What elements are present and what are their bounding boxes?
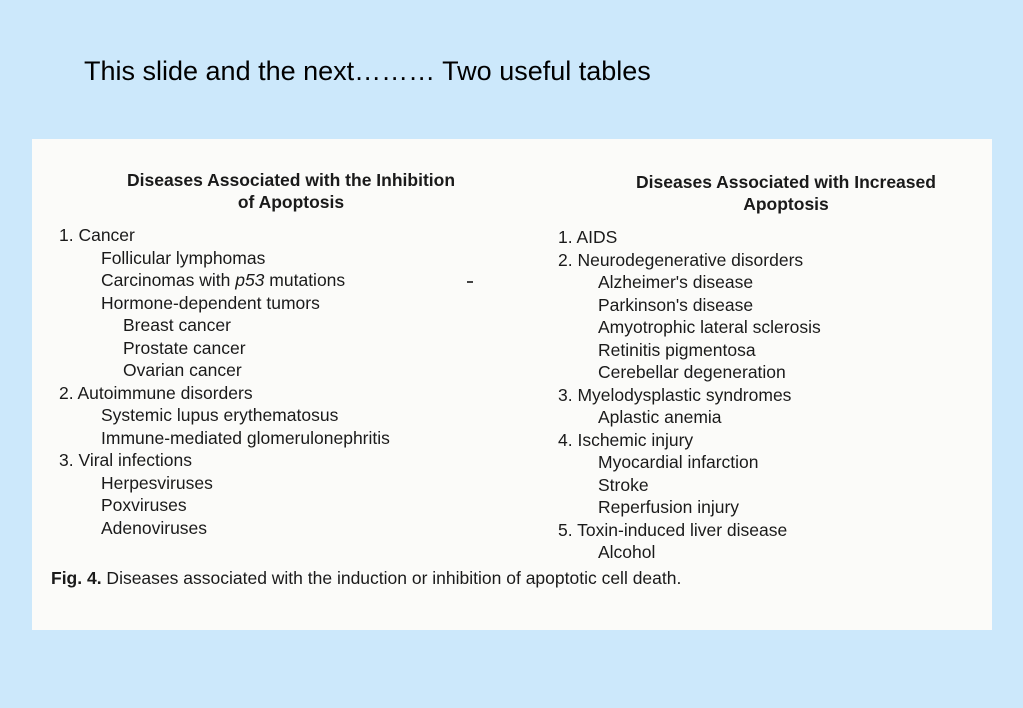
disease-category: 1. Cancer <box>59 225 135 245</box>
increased-heading-line1: Diseases Associated with Increased <box>636 172 936 192</box>
disease-item: Prostate cancer <box>123 337 246 358</box>
disease-item: Myocardial infarction <box>598 452 759 472</box>
disease-item: Reperfusion injury <box>598 497 740 517</box>
disease-item: Immune-mediated glomerulonephritis <box>101 427 390 448</box>
disease-item: Adenoviruses <box>101 517 208 538</box>
disease-category: 3. Myelodysplastic syndromes <box>558 384 792 405</box>
increased-heading <box>596 171 976 215</box>
disease-item: Alcohol <box>598 542 656 562</box>
disease-category: 3. Viral infections <box>59 450 192 470</box>
disease-item: Follicular lymphomas <box>101 247 266 268</box>
figure-caption <box>51 568 681 589</box>
figure-caption-label: Fig. 4. <box>51 568 102 588</box>
disease-item: Systemic lupus erythematosus <box>101 405 339 425</box>
disease-category: 1. AIDS <box>558 227 618 247</box>
inhibition-heading <box>86 169 496 213</box>
disease-item: Breast cancer <box>123 315 231 335</box>
disease-category: 4. Ischemic injury <box>558 429 694 450</box>
slide-title: This slide and the next……… Two useful tables <box>84 56 651 86</box>
disease-item: Retinitis pigmentosa <box>598 339 756 360</box>
disease-item-text: mutations <box>264 270 346 290</box>
disease-item: Ovarian cancer <box>123 360 242 380</box>
disease-category: 2. Autoimmune disorders <box>59 382 253 403</box>
disease-item: Alzheimer's disease <box>598 272 754 292</box>
disease-item: Hormone-dependent tumors <box>101 292 320 313</box>
inhibition-heading-line1: Diseases Associated with the Inhibition <box>126 170 456 190</box>
disease-category: 5. Toxin-induced liver disease <box>558 519 788 540</box>
disease-item: Herpesviruses <box>101 472 213 493</box>
disease-item: Amyotrophic lateral sclerosis <box>598 317 821 337</box>
disease-item-text: Carcinomas with <box>101 270 236 290</box>
disease-category: 2. Neurodegenerative disorders <box>558 249 804 270</box>
increased-heading-line2: Apoptosis <box>743 194 829 214</box>
gene-name: p53 <box>235 270 265 290</box>
disease-item: Cerebellar degeneration <box>598 362 786 382</box>
figure-caption-text: Diseases associated with the induction or inhibition of apoptotic cell death. <box>101 568 682 588</box>
disease-item: Poxviruses <box>101 495 187 515</box>
inhibition-disease-list <box>59 224 390 539</box>
disease-item <box>59 269 390 292</box>
disease-item: Aplastic anemia <box>598 407 722 427</box>
inhibition-heading-line2: of Apoptosis <box>237 192 345 212</box>
disease-item: Stroke <box>598 474 649 495</box>
scan-speck <box>467 281 473 283</box>
disease-item: Parkinson's disease <box>598 294 754 315</box>
increased-disease-list <box>558 226 821 564</box>
scanned-figure <box>32 139 992 630</box>
